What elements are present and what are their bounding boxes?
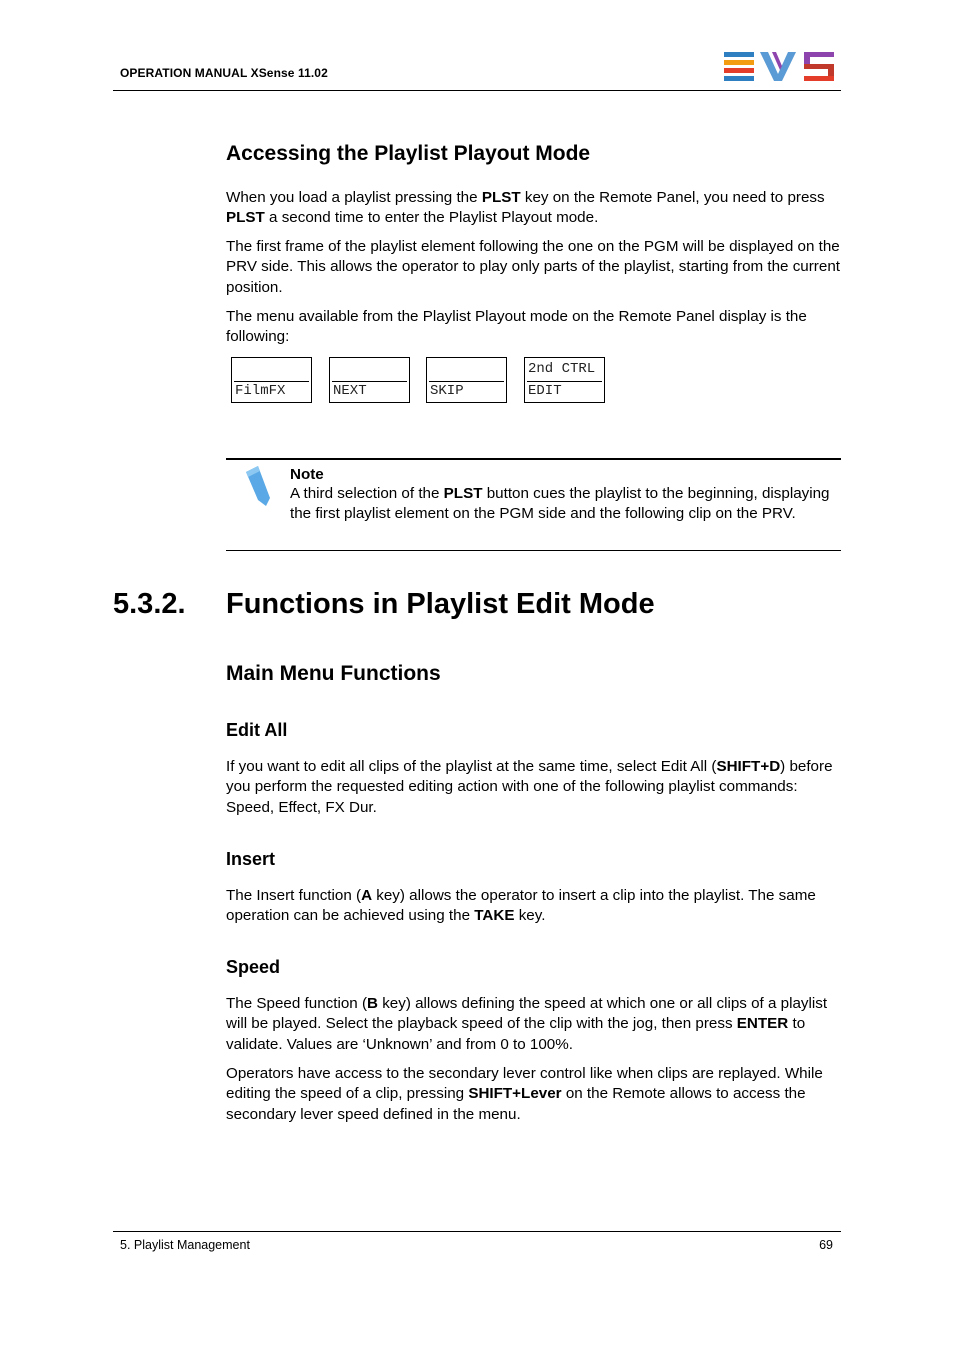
remote-display-bottom: SKIP: [429, 382, 504, 402]
remote-display-top: [332, 360, 407, 382]
footer-chapter: 5. Playlist Management: [120, 1238, 250, 1252]
main-menu-heading: Main Menu Functions: [226, 662, 441, 685]
speed-paragraph-2: Operators have access to the secondary lever control like when clips are replayed. While editing the speed of a clip, pressing SHIFT+Lever on the Remote allows to access the secondary lever speed defined in the menu.: [226, 1065, 823, 1123]
remote-display-top: 2nd CTRL: [527, 360, 602, 382]
remote-display-bottom: EDIT: [527, 382, 602, 402]
insert-paragraph: The Insert function (A key) allows the operator to insert a clip into the playlist. The same operation can be achieved using the TAKE key.: [226, 887, 816, 925]
remote-display-top: [429, 360, 504, 382]
playout-heading: Accessing the Playlist Playout Mode: [226, 142, 591, 165]
note-top-rule: [226, 458, 841, 460]
note-bottom-rule: [226, 550, 841, 551]
playout-paragraph-2: The first frame of the playlist element following the one on the PGM will be displayed on the PRV side. This allows the operator to play only parts of the playlist, starting from the current position.: [226, 238, 840, 296]
header-rule: [113, 90, 841, 91]
remote-display-cell: [524, 357, 605, 403]
note-title: Note: [290, 466, 324, 483]
pencil-icon: [240, 464, 276, 506]
page-number: 69: [819, 1238, 833, 1252]
playout-paragraph-1: When you load a playlist pressing the PLST key on the Remote Panel, you need to press PLST a second time to enter the Playlist Playout mode.: [226, 189, 825, 227]
remote-display-cell: [426, 357, 507, 403]
remote-display-bottom: NEXT: [332, 382, 407, 402]
note-text: A third selection of the PLST button cues the playlist to the beginning, displaying the first playlist element on the PGM side and the following clip on the PRV.: [290, 485, 830, 523]
speed-heading: Speed: [226, 957, 281, 977]
remote-display-bottom: FilmFX: [234, 382, 309, 402]
remote-display-cell: [231, 357, 312, 403]
edit-all-heading: Edit All: [226, 720, 288, 740]
evs-logo: [724, 52, 836, 82]
speed-paragraph-1: The Speed function (B key) allows defining the speed at which one or all clips of a playlist will be played. Select the playback speed of the clip with the jog, then press ENTER to validate. Values are ‘Unknown’ and from 0 to 100%.: [226, 995, 828, 1053]
section-number: 5.3.2.: [113, 588, 186, 620]
remote-display-top: [234, 360, 309, 382]
insert-heading: Insert: [226, 849, 276, 869]
remote-display-cell: [329, 357, 410, 403]
edit-all-paragraph: If you want to edit all clips of the playlist at the same time, select Edit All (SHIFT+D) before you perform the requested editing action with one of the following playlist commands: Speed, Effect, FX Dur.: [226, 758, 833, 816]
section-title: Functions in Playlist Edit Mode: [226, 588, 655, 620]
footer-rule: [113, 1231, 841, 1232]
header-title: OPERATION MANUAL XSense 11.02: [120, 66, 328, 80]
playout-paragraph-3: The menu available from the Playlist Playout mode on the Remote Panel display is the following:: [226, 308, 807, 346]
